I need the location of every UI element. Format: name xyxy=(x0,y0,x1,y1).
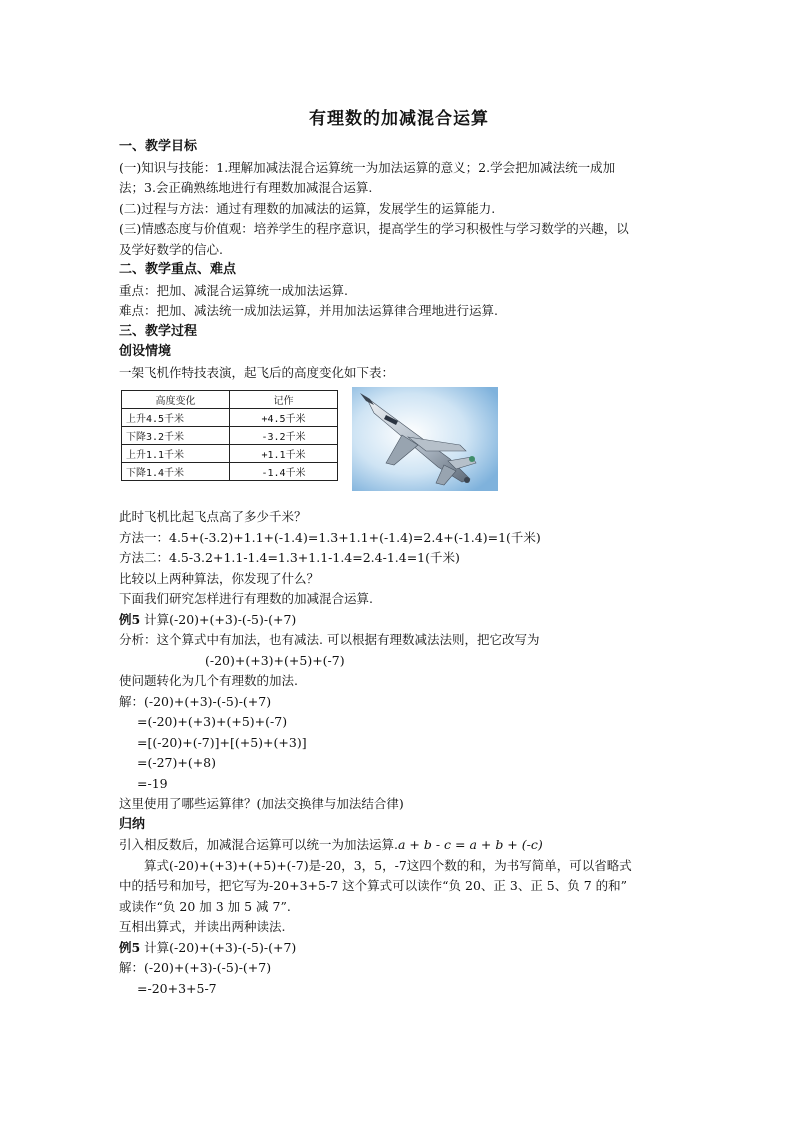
goal-line-3: (二)过程与方法：通过有理数的加减法的运算，发展学生的运算能力. xyxy=(119,200,496,216)
goal-line-4: (三)情感态度与价值观：培养学生的程序意识，提高学生的学习积极性与学习数学的兴趣，以 xyxy=(119,221,629,236)
example-label: 例5 xyxy=(119,939,141,955)
section-heading-goals: 一、教学目标 xyxy=(119,139,198,154)
altitude-table xyxy=(121,390,338,481)
scenario-intro: 一架飞机作特技表演，起飞后的高度变化如下表： xyxy=(119,364,395,380)
transition-text: 下面我们研究怎样进行有理数的加减混合运算. xyxy=(119,591,373,606)
method-two: 方法二：4.5-3.2+1.1-1.4=1.3+1.1-1.4=2.4-1.4=1(千米) xyxy=(119,550,460,565)
goal-line-1: (一)知识与技能：1.理解加减法混合运算统一为加法运算的意义；2.学会把加减法统一成加 xyxy=(119,159,616,175)
table-cell: +4.5千米 xyxy=(230,409,338,427)
example-label: 例5 xyxy=(119,611,141,627)
solution-b-line-1: 解：(-20)+(+3)-(-5)-(+7) xyxy=(119,960,272,975)
analysis-expression: (-20)+(+3)+(+5)+(-7) xyxy=(205,652,345,668)
question-compare: 比较以上两种算法，你发现了什么？ xyxy=(119,570,320,586)
table-row xyxy=(122,463,338,481)
section-heading-keypoints: 二、教学重点、难点 xyxy=(119,262,237,277)
solution-b-line-2: =-20+3+5-7 xyxy=(137,980,217,996)
table-cell: 上升1.1千米 xyxy=(122,445,230,463)
laws-question: 这里使用了哪些运算律？(加法交换律与加法结合律) xyxy=(119,796,404,811)
solution-line-5: =-19 xyxy=(137,775,168,791)
table-header-cell: 记作 xyxy=(230,391,338,409)
goal-line-2: 法；3.会正确熟练地进行有理数加减混合运算. xyxy=(119,180,373,195)
page-title: 有理数的加减混合运算 xyxy=(309,109,489,129)
table-cell: -1.4千米 xyxy=(230,463,338,481)
convert-text: 使问题转化为几个有理数的加法. xyxy=(119,673,298,688)
table-header-cell: 高度变化 xyxy=(122,391,230,409)
summary-formula: a + b - c = a + b + (-c) xyxy=(397,837,543,852)
solution-line-3: =[(-20)+(-7)]+[(+5)+(+3)] xyxy=(137,734,307,750)
analysis-text: 分析：这个算式中有加法，也有减法. 可以根据有理数减法法则，把它改写为 xyxy=(119,632,540,647)
example-text: 计算(-20)+(+3)-(-5)-(+7) xyxy=(140,611,297,627)
keypoint-line-1: 重点：把加、减混合运算统一成加法运算. xyxy=(119,282,348,298)
summary-line-4: 或读作“负 20 加 3 加 5 减 7”. xyxy=(119,898,291,914)
table-row xyxy=(122,427,338,445)
example-5-statement xyxy=(119,610,679,631)
example-text: 计算(-20)+(+3)-(-5)-(+7) xyxy=(140,939,297,955)
table-cell: 下降3.2千米 xyxy=(122,427,230,445)
example-5b-statement xyxy=(119,938,679,959)
summary-line-2: 算式(-20)+(+3)+(+5)+(-7)是-20，3，5，-7这四个数的和，为书写简单，可以省略式 xyxy=(144,857,632,873)
summary-line-1 xyxy=(119,835,679,856)
table-cell: +1.1千米 xyxy=(230,445,338,463)
document-page xyxy=(119,104,679,999)
solution-line-1: 解：(-20)+(+3)-(-5)-(+7) xyxy=(119,693,272,709)
summary-heading: 归纳 xyxy=(119,816,146,832)
table-row xyxy=(122,409,338,427)
summary-text: 引入相反数后，加减混合运算可以统一为加法运算. xyxy=(119,837,398,852)
table-cell: 下降1.4千米 xyxy=(122,463,230,481)
section-heading-process: 三、教学过程 xyxy=(119,323,198,339)
method-one: 方法一：4.5+(-3.2)+1.1+(-1.4)=1.3+1.1+(-1.4)=2.4+(-1.4)=1(千米) xyxy=(119,529,541,545)
goal-line-5: 及学好数学的信心. xyxy=(119,241,223,257)
table-cell: 上升4.5千米 xyxy=(122,409,230,427)
table-row xyxy=(122,445,338,463)
fighter-jet-image xyxy=(352,387,498,491)
table-header-row xyxy=(122,391,338,409)
mutual-exercise: 互相出算式，并读出两种读法. xyxy=(119,919,286,934)
subheading-scenario: 创设情境 xyxy=(119,344,172,359)
table-and-image-row xyxy=(119,387,679,499)
table-cell: -3.2千米 xyxy=(230,427,338,445)
solution-line-2: =(-20)+(+3)+(+5)+(-7) xyxy=(137,714,288,729)
solution-line-4: =(-27)+(+8) xyxy=(137,755,217,770)
summary-line-3: 中的括号和加号，把它写为-20+3+5-7 这个算式可以读作“负 20、正 3、正 5、负 7 的和” xyxy=(119,878,628,893)
question-height: 此时飞机比起飞点高了多少千米？ xyxy=(119,509,307,524)
keypoint-line-2: 难点：把加、减法统一成加法运算，并用加法运算律合理地进行运算. xyxy=(119,303,498,318)
